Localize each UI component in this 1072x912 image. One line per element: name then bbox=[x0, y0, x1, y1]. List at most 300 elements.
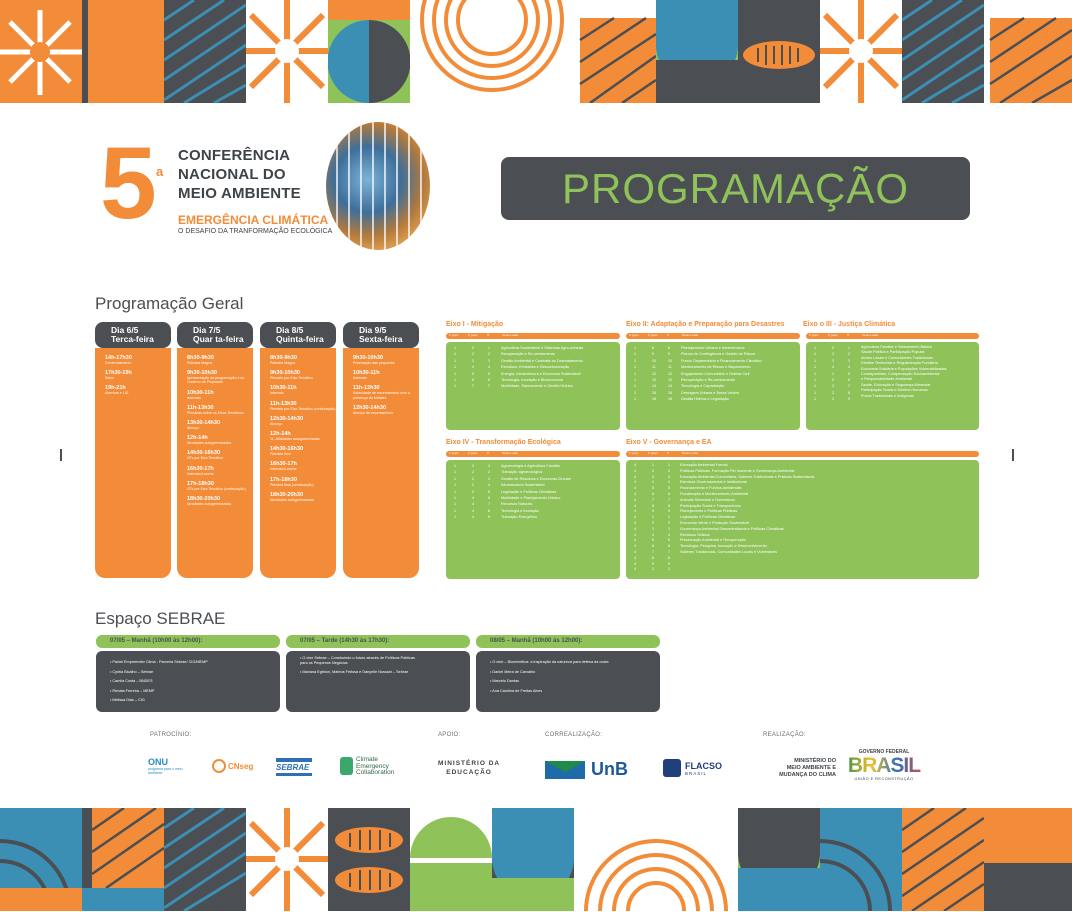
axis-cell: 7 bbox=[652, 497, 654, 502]
event bbox=[353, 355, 419, 365]
axis-item: Energia, Infraestrutura e Economia Sustentável bbox=[501, 371, 581, 376]
axis-col bbox=[634, 345, 636, 403]
sebrae-session-body bbox=[476, 651, 660, 712]
axis-item: Recuperação e Re-orestamento bbox=[681, 378, 736, 383]
pattern-tile bbox=[738, 808, 820, 911]
day-events bbox=[177, 348, 253, 578]
axis-item: Fundo Orçamentário e Financiamento Climático bbox=[681, 358, 762, 363]
pattern-tile bbox=[492, 808, 574, 911]
event-time: 13h30-14h30 bbox=[187, 420, 221, 427]
event-time: 18h30-20h30 bbox=[270, 491, 304, 498]
mma-line: MEIO AMBIENTE E bbox=[786, 765, 836, 771]
axis-cell: 2 bbox=[472, 476, 474, 481]
axis-item: Educação Ambiental Comunitária, Saberes Tradicionais e Práticas Sustentáveis bbox=[680, 474, 815, 479]
axis-item: Agricultura Sustentável e Sistemas Agro-orestais bbox=[501, 346, 584, 350]
axis-header bbox=[446, 451, 620, 457]
top-pattern-band bbox=[0, 0, 1072, 103]
axis-cell: 2 bbox=[472, 346, 474, 350]
axis-cell: 2 bbox=[488, 470, 490, 475]
axis-cell: 1 bbox=[814, 352, 816, 357]
event-time: 11h-13h30 bbox=[187, 404, 214, 411]
axis-item: Resíduos, Emissões e Descarbonização bbox=[501, 365, 570, 370]
axis-cell: 2 bbox=[472, 358, 474, 363]
axis-cell: 6 bbox=[668, 544, 670, 549]
axis-header-cell: Temas e salas bbox=[682, 334, 698, 337]
event-time: 9h30-10h30 bbox=[353, 355, 383, 361]
axis-cell: 2 bbox=[832, 378, 834, 383]
axis-cell: 1 bbox=[652, 567, 654, 572]
mma-line: MINISTÉRIO DO bbox=[794, 758, 836, 764]
pattern-tile bbox=[82, 0, 164, 103]
pattern-tile bbox=[738, 0, 820, 103]
axis-header-cell: 1º grupo bbox=[449, 452, 459, 455]
axis-cell: 1 bbox=[634, 352, 636, 357]
event-time: 8h30-9h30 bbox=[270, 355, 297, 361]
axis-cell: 4 bbox=[652, 480, 654, 485]
axis-item: Gestão Hídrica e Legislação bbox=[681, 397, 729, 402]
axis-cell: 1 bbox=[454, 476, 456, 481]
axis-cell: 6 bbox=[488, 378, 490, 383]
axis-cell: 8 bbox=[488, 508, 490, 513]
event-time: 12h-14h bbox=[187, 435, 208, 442]
event bbox=[105, 355, 171, 365]
axis-cell: 5 bbox=[488, 371, 490, 376]
axis-item: Tecnologia, Pesquisa, Inovação e Desenvolvimento bbox=[680, 544, 767, 549]
sebrae-session-header: 08/05 – Manhã (10h00 às 12h00): bbox=[476, 635, 660, 648]
axis-item: Animais Silvestres e Domésticos bbox=[680, 497, 736, 502]
globe-image bbox=[326, 122, 430, 250]
axis-header-cell: Temas e salas bbox=[502, 452, 518, 455]
banner-title: PROGRAMAÇÃO bbox=[561, 164, 910, 212]
axis-header-cell: 3º bbox=[847, 334, 850, 337]
axis-cell: 4 bbox=[634, 549, 636, 554]
axis-table bbox=[806, 342, 979, 430]
axis-cell: 4 bbox=[472, 502, 474, 507]
conference-logo bbox=[100, 118, 360, 258]
unb-name: UnB bbox=[591, 759, 628, 779]
axis-item: Infraestrutura Sustentável bbox=[501, 483, 545, 488]
axis-item: Povos Tradicionais e Indígenas bbox=[861, 393, 914, 398]
event-time: 19h-21h bbox=[105, 385, 126, 392]
axis-cell: 1 bbox=[454, 489, 456, 494]
climate-line: Climate bbox=[356, 756, 379, 763]
event-time: 9h30-10h30 bbox=[270, 370, 300, 377]
axis-cell: 1 bbox=[488, 464, 490, 468]
axis-cell: 4 bbox=[634, 468, 636, 473]
axis-header bbox=[626, 451, 979, 457]
axis-cell: 4 bbox=[634, 526, 636, 531]
axis-cell: 2 bbox=[488, 352, 490, 357]
axis-cell: 1 bbox=[634, 397, 636, 402]
sebrae-item: • Cyntia Bicalho – Sebrae bbox=[110, 669, 154, 674]
axis-header-cell: Temas e salas bbox=[862, 334, 878, 337]
pattern-tile bbox=[82, 808, 164, 911]
event-time: 17h30-19h bbox=[105, 370, 132, 377]
conference-title-line: CONFERÊNCIA bbox=[178, 147, 291, 164]
axis-cell: 9 bbox=[488, 515, 490, 520]
axis-item: Participação Social e Transparência bbox=[680, 503, 741, 508]
cnseg-name: CNseg bbox=[228, 761, 254, 771]
axis-col bbox=[454, 345, 456, 390]
axis-item: e Responsabilidade Ambiental bbox=[861, 377, 913, 382]
sebrae-item: • Marcelo Dantas bbox=[490, 679, 519, 684]
sebrae-item: • Melissa Dias – CIG bbox=[110, 698, 145, 703]
axis-col bbox=[472, 463, 474, 521]
axis-cell: 1 bbox=[454, 464, 456, 468]
axis-header-cell: 3º bbox=[487, 334, 490, 337]
day-name: Dia 8/5 bbox=[276, 325, 304, 335]
event-time: 14h-17h30 bbox=[105, 355, 132, 361]
conference-theme: EMERGÊNCIA CLIMÁTICA bbox=[178, 213, 329, 227]
axis-cell: 5 bbox=[848, 371, 850, 376]
axis-cell: 1 bbox=[814, 365, 816, 370]
axis-cell: 6 bbox=[488, 496, 490, 501]
axis-cell: 1 bbox=[634, 358, 636, 363]
axis-cell: 3 bbox=[668, 474, 670, 479]
event bbox=[270, 385, 336, 395]
axis-cell: 1 bbox=[634, 384, 636, 389]
axis-cell: 1 bbox=[634, 346, 636, 350]
edition-number: 5 bbox=[100, 126, 157, 240]
axis-item: Estrutura Governamental e Institucional bbox=[680, 480, 747, 485]
unb-flag-icon bbox=[545, 761, 585, 779]
axis-cell: 3 bbox=[488, 476, 490, 481]
axis-cell: 2 bbox=[668, 520, 670, 525]
axis-col bbox=[814, 345, 816, 403]
axis-header bbox=[446, 333, 620, 339]
axis-cell: 1 bbox=[634, 390, 636, 395]
axis-cell: 5 bbox=[652, 538, 654, 543]
axis-cell: 4 bbox=[634, 532, 636, 537]
axis-header-cell: 2º grupo bbox=[468, 452, 478, 455]
pattern-tile bbox=[492, 0, 574, 103]
axis-cell: 7 bbox=[668, 497, 670, 502]
axis-cell: 7 bbox=[472, 384, 474, 389]
event-desc: Intervalo/Lanche bbox=[270, 467, 297, 472]
event bbox=[187, 390, 253, 400]
axis-cell: 1 bbox=[454, 384, 456, 389]
onu-logo bbox=[148, 757, 184, 775]
axis-cell: 1 bbox=[488, 346, 490, 350]
axis-item: Financiamento e Fundos Ambientais bbox=[680, 486, 742, 491]
event bbox=[187, 435, 253, 445]
axis-cell: 3 bbox=[488, 358, 490, 363]
apoio-label: APOIO: bbox=[438, 732, 461, 738]
axis-cell: 10 bbox=[652, 358, 656, 363]
day-weekday: Terca-feira bbox=[111, 334, 154, 344]
axis-item: Recursos Naturais bbox=[501, 502, 533, 507]
event-desc: Plenária por Eixo Temático (continuação) bbox=[270, 406, 336, 411]
axis-cell: 1 bbox=[814, 371, 816, 376]
axis-cell: 1 bbox=[814, 390, 816, 395]
sebrae-section-title: Espaço SEBRAE bbox=[95, 609, 226, 628]
axis-item: Contrapartidas, Compensação Socioambiental bbox=[861, 372, 940, 377]
axis-item: Transição Energética bbox=[501, 515, 537, 520]
patrocinio-label: PATROCÍNIO: bbox=[150, 732, 192, 738]
axis-cell: 4 bbox=[634, 555, 636, 560]
axis-cell: 4 bbox=[634, 463, 636, 467]
axis-item: Saberes Tradicionais, Comunidades Locais e Vulneráveis bbox=[680, 549, 777, 554]
axis-cell: 9 bbox=[652, 352, 654, 357]
day-events bbox=[260, 348, 336, 578]
event-desc: Solenidade de encerramento com a presença do Ministro bbox=[353, 391, 410, 400]
day-weekday: Sexta-feira bbox=[359, 334, 403, 344]
axis-item: Agroecologia e Agricultura Familiar bbox=[501, 464, 560, 468]
axis-table bbox=[626, 342, 800, 430]
event bbox=[187, 370, 253, 384]
axis-header-cell: 1º grupo bbox=[629, 334, 639, 337]
axis-col bbox=[832, 345, 834, 403]
unb-logo bbox=[545, 759, 628, 780]
axis-cell: 1 bbox=[454, 358, 456, 363]
pattern-tile bbox=[902, 808, 984, 911]
axis-cell: 2 bbox=[472, 489, 474, 494]
axis-cell: 11 bbox=[652, 365, 656, 370]
axis-title: Eixo V - Governança e EA bbox=[626, 439, 712, 446]
axis-cell: 7 bbox=[488, 384, 490, 389]
pattern-tile bbox=[984, 0, 1072, 103]
event-desc: Intervalo bbox=[187, 395, 201, 400]
axis-cell: 2 bbox=[472, 483, 474, 488]
axis-cell: 2 bbox=[652, 520, 654, 525]
axis-cell: 2 bbox=[832, 346, 834, 350]
axis-cell: 1 bbox=[454, 508, 456, 513]
axis-cell: 1 bbox=[454, 346, 456, 350]
pattern-tile bbox=[984, 808, 1072, 911]
sebrae-item: • Painel Empreender Clima - Parceria Sebrae/ CIG/MEMP bbox=[110, 660, 208, 664]
pattern-tile bbox=[328, 0, 410, 103]
axis-col bbox=[454, 463, 456, 521]
event-desc: Plenária final (continuação) bbox=[270, 482, 314, 487]
pattern-tile bbox=[656, 0, 738, 103]
pattern-tile bbox=[246, 0, 328, 103]
axis-cell: 15 bbox=[652, 390, 656, 395]
sebrae-name: SEBRAE bbox=[276, 763, 310, 772]
event-desc: Credenciamento bbox=[105, 361, 132, 365]
sebrae-item: • Mariana Egitnon, Mateus Feitosa e Danyelle Nossani – Sebrae bbox=[300, 670, 409, 674]
axis-cell: 1 bbox=[454, 378, 456, 383]
bottom-pattern-band bbox=[0, 808, 1072, 911]
axis-cell: 4 bbox=[668, 480, 670, 485]
axis-cell: 8 bbox=[668, 555, 670, 560]
axis-cell: 4 bbox=[488, 483, 490, 488]
axis-header-cell: 2º grupo bbox=[828, 334, 838, 337]
axis-cell: 13 bbox=[668, 378, 672, 383]
axis-cell: 7 bbox=[488, 502, 490, 507]
event-desc: Almoço de encerramento bbox=[353, 410, 394, 415]
event-time: 9h30-10h30 bbox=[187, 370, 217, 377]
event-desc: GTs por Eixo Temático (continuação) bbox=[187, 486, 246, 491]
axis-item: Preservação Ambiental e Recuperação bbox=[680, 538, 746, 543]
event bbox=[187, 450, 253, 460]
axis-cell: 7 bbox=[668, 549, 670, 554]
gov-sub: UNIÃO E RECONSTRUÇÃO bbox=[854, 777, 914, 781]
axis-cell: 3 bbox=[848, 358, 850, 363]
event bbox=[187, 481, 253, 491]
event-time: 12h30-14h30 bbox=[270, 415, 304, 422]
gov-brasil: BRASIL bbox=[842, 755, 926, 777]
sebrae-session-header: 07/05 – Manhã (10h00 às 12h00): bbox=[96, 635, 280, 648]
day-header bbox=[95, 322, 171, 348]
pattern-tile bbox=[574, 0, 656, 103]
axis-cell: 4 bbox=[472, 515, 474, 520]
axis-cell: 1 bbox=[634, 371, 636, 376]
event-desc: 11. Atividades autogerenciadas bbox=[270, 437, 320, 442]
axis-cell: 11 bbox=[668, 365, 672, 370]
governo-federal-logo bbox=[842, 749, 926, 781]
axis-items bbox=[501, 345, 583, 390]
axis-cell: 1 bbox=[814, 384, 816, 389]
conference-title-line: NACIONAL DO bbox=[178, 166, 286, 183]
axis-col bbox=[634, 463, 636, 573]
axis-cell: 4 bbox=[634, 567, 636, 572]
axis-cell: 4 bbox=[832, 365, 834, 370]
axis-header bbox=[626, 333, 800, 339]
sebrae-session-body bbox=[96, 651, 280, 712]
axis-cell: 8 bbox=[848, 390, 850, 395]
axis-header-cell: 2º grupo bbox=[648, 334, 658, 337]
day-weekday: Quinta-feira bbox=[276, 334, 324, 344]
event-time: 18h30-20h30 bbox=[187, 496, 221, 503]
axis-items bbox=[861, 345, 947, 399]
axis-cell: 4 bbox=[488, 365, 490, 370]
event-time: 11h-13h30 bbox=[270, 400, 297, 407]
axis-cell: 9 bbox=[652, 561, 654, 566]
event bbox=[270, 446, 336, 456]
axis-cell: 8 bbox=[668, 346, 670, 350]
day-header bbox=[177, 322, 253, 348]
day-header bbox=[260, 322, 336, 348]
side-mark bbox=[1012, 449, 1014, 461]
event-time: 14h30-16h30 bbox=[187, 450, 221, 457]
event-time: 12h30-14h30 bbox=[353, 404, 387, 411]
axis-cell: 1 bbox=[634, 378, 636, 383]
sebrae-item: • Daniel Meira de Carvalho bbox=[490, 669, 536, 674]
axis-title: Eixo IV - Transformação Ecológica bbox=[446, 439, 561, 446]
axis-cell: 4 bbox=[634, 474, 636, 479]
event bbox=[187, 355, 253, 365]
axis-col bbox=[848, 345, 850, 403]
axis-cell: 8 bbox=[652, 346, 654, 350]
axis-cell: 4 bbox=[634, 503, 636, 508]
axis-cell: 4 bbox=[634, 544, 636, 549]
pattern-tile bbox=[820, 808, 902, 911]
event bbox=[353, 385, 419, 399]
event-desc: Intervalo bbox=[353, 376, 367, 381]
mec-line: MINISTÉRIO DA bbox=[438, 760, 501, 767]
event-time: 17h-18h30 bbox=[187, 480, 214, 487]
axis-item: Mobilidade, Saneamento e Gestão Hídrica bbox=[501, 384, 573, 389]
axis-items bbox=[501, 463, 571, 521]
sebrae-item: • O cine Sebrae – Construindo o futuro através de Políticas Públicas para os Pequenos Negócios bbox=[300, 656, 415, 665]
axis-item: Planejamento Urbano e Infraestrutura bbox=[681, 346, 745, 350]
axis-item: Participação Social e Direitos Humanos bbox=[861, 388, 928, 393]
event-desc: GTs por Eixo Temático bbox=[187, 456, 223, 461]
axis-header bbox=[806, 333, 979, 339]
axis-cell: 4 bbox=[668, 532, 670, 537]
pattern-tile bbox=[328, 808, 410, 911]
axis-col bbox=[668, 345, 672, 403]
axis-cell: 8 bbox=[668, 503, 670, 508]
axis-cell: 3 bbox=[832, 352, 834, 357]
event bbox=[270, 431, 336, 441]
axis-item: Planejamento e Políticas Públicas bbox=[680, 509, 738, 514]
axis-col bbox=[668, 463, 670, 573]
axis-cell: 6 bbox=[472, 378, 474, 383]
climate-line: Collaboration bbox=[356, 769, 395, 777]
axis-cell: 5 bbox=[472, 371, 474, 376]
day-name: Dia 9/5 bbox=[359, 325, 387, 335]
event-desc: Almoço bbox=[270, 421, 282, 426]
edition-ordinal: a bbox=[156, 164, 164, 179]
sebrae-session-body bbox=[286, 651, 470, 712]
axis-cell: 5 bbox=[668, 486, 670, 491]
event-desc: Intervalo/Lanche bbox=[187, 471, 214, 476]
pattern-tile bbox=[246, 808, 328, 911]
pattern-tile bbox=[902, 0, 984, 103]
event-time: 10h30-11h bbox=[270, 385, 297, 392]
event bbox=[270, 461, 336, 471]
cnseg-icon bbox=[212, 759, 226, 773]
axis-table bbox=[446, 342, 620, 430]
axis-item: Mobilidade e Planejamento Urbano bbox=[501, 496, 561, 501]
axis-cell: 13 bbox=[652, 378, 656, 383]
axis-cell: 6 bbox=[652, 544, 654, 549]
event bbox=[187, 420, 253, 430]
event-desc: Priorização das propostas bbox=[353, 361, 395, 365]
event bbox=[270, 416, 336, 426]
axis-cell: 1 bbox=[454, 483, 456, 488]
axis-cell: 1 bbox=[454, 515, 456, 520]
axis-cell: 4 bbox=[472, 496, 474, 501]
axis-header-cell: 3º bbox=[667, 452, 670, 455]
axis-cell: 7 bbox=[848, 384, 850, 389]
axis-col bbox=[488, 463, 490, 521]
axis-cell: 10 bbox=[668, 358, 672, 363]
axis-cell: 1 bbox=[832, 371, 834, 376]
axis-col bbox=[472, 345, 474, 390]
axis-cell: 1 bbox=[652, 463, 654, 467]
axis-cell: 9 bbox=[848, 397, 850, 402]
day-name: Dia 7/5 bbox=[193, 325, 221, 335]
axis-cell: 9 bbox=[668, 509, 670, 514]
axis-cell: 4 bbox=[652, 532, 654, 537]
axis-cell: 5 bbox=[652, 486, 654, 491]
axis-item: Fiscalização e Monitoramento Ambiental bbox=[680, 491, 749, 496]
sebrae-session-header: 07/05 – Tarde (14h30 às 17h30): bbox=[286, 635, 470, 648]
event-desc: Atividades autogerenciadas bbox=[270, 497, 315, 502]
axis-cell: 4 bbox=[634, 486, 636, 491]
axis-header-cell: 3º bbox=[487, 452, 490, 455]
axis-item: Transição agroecológica bbox=[501, 470, 543, 475]
axis-cell: 12 bbox=[652, 371, 656, 376]
axis-cell: 6 bbox=[668, 491, 670, 496]
event bbox=[270, 370, 336, 380]
axis-header-cell: 2º grupo bbox=[648, 452, 658, 455]
general-schedule-title: Programação Geral bbox=[95, 294, 244, 313]
axis-item: Educação Ambiental Formal bbox=[680, 463, 728, 467]
pattern-tile bbox=[164, 0, 246, 103]
sebrae-item: • Camila Costa – BNDES bbox=[110, 679, 153, 684]
axis-cell: 4 bbox=[634, 520, 636, 525]
axis-cell: 15 bbox=[668, 390, 672, 395]
axis-cell: 3 bbox=[652, 474, 654, 479]
mma-logo bbox=[764, 758, 836, 779]
event-time: 14h30-16h30 bbox=[270, 446, 304, 453]
flacso-sub: BRASIL bbox=[685, 770, 708, 776]
axis-item: Agricultura Familiar e Saneamento Básico bbox=[861, 345, 932, 349]
event bbox=[353, 370, 419, 380]
